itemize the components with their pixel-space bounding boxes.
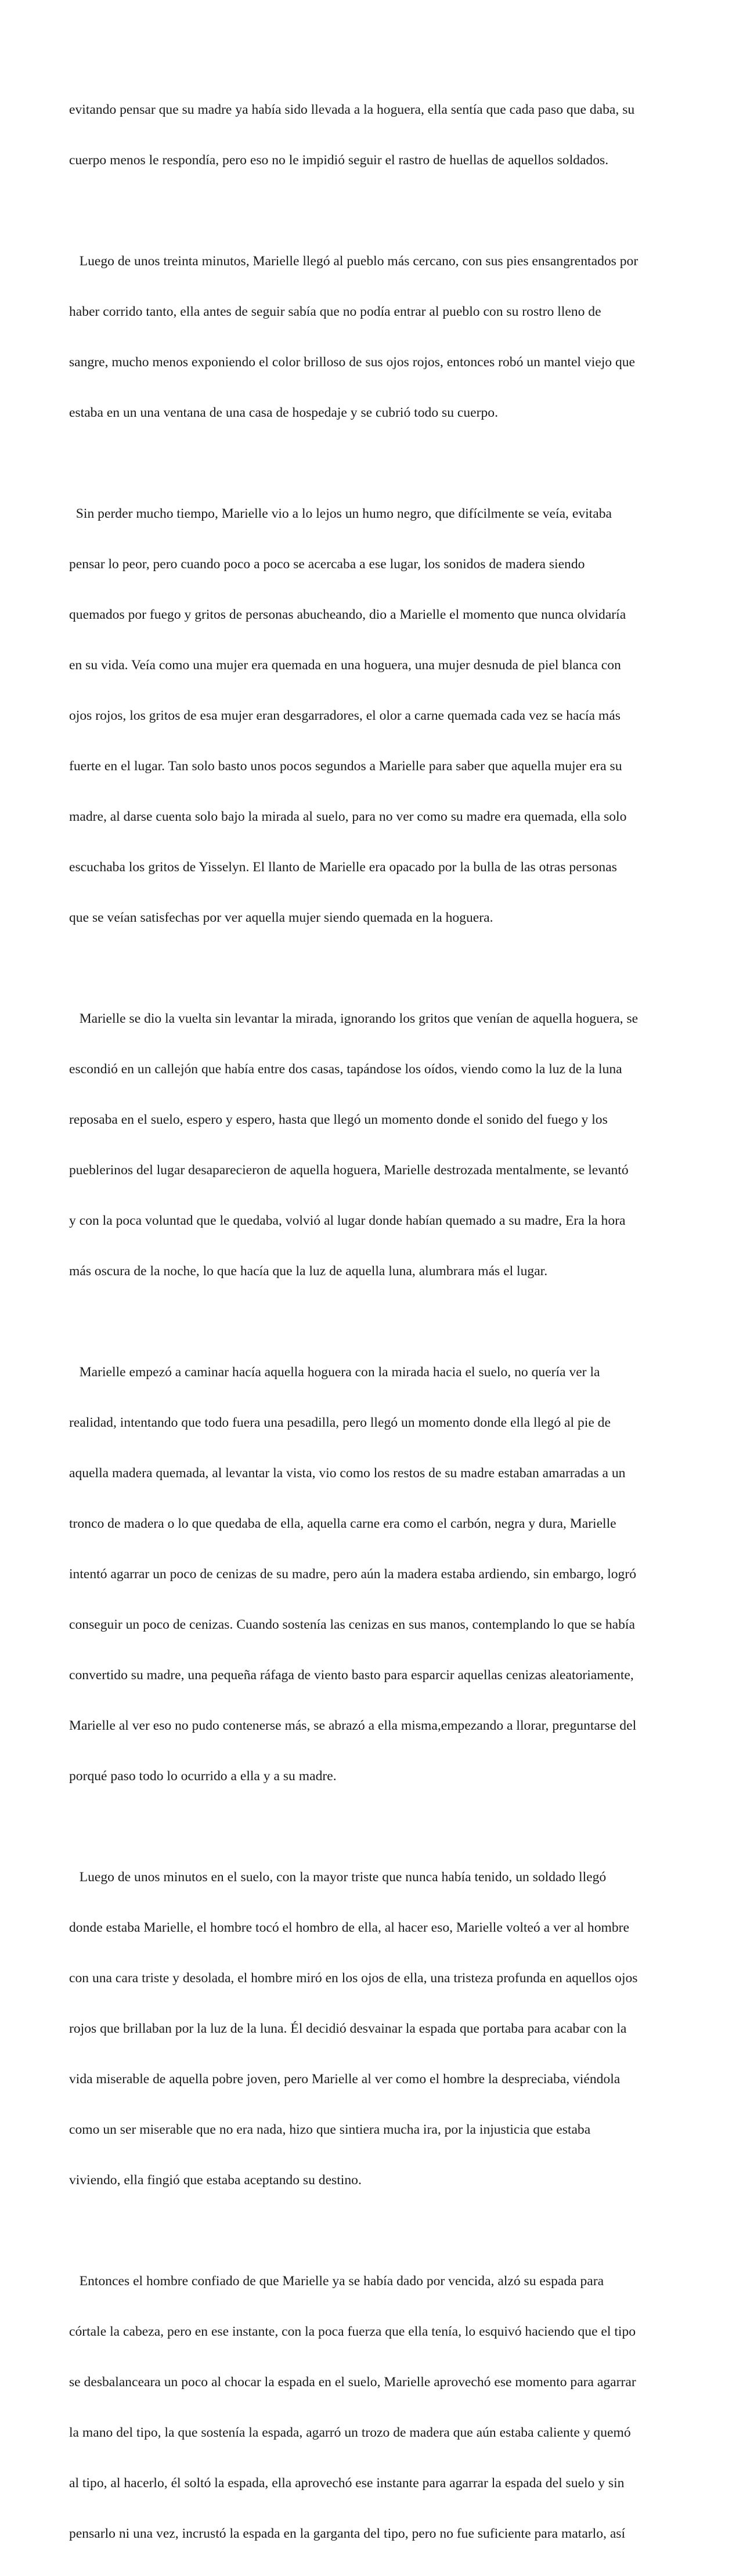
text-line: pensar lo peor, pero cuando poco a poco se acercaba a ese lugar, los sonidos de madera siendo xyxy=(69,557,585,572)
text-line: sangre, mucho menos exponiendo el color brilloso de sus ojos rojos, entonces robó un mantel viejo que xyxy=(69,355,636,370)
text-line: fuerte en el lugar. Tan solo basto unos pocos segundos a Marielle para saber que aquella mujer era su xyxy=(69,759,622,774)
paragraph-7 xyxy=(69,2239,679,2576)
text-line: escuchaba los gritos de Yisselyn. El llanto de Marielle era opacado por la bulla de las otras personas xyxy=(69,860,617,875)
text-line: reposaba en el suelo, espero y espero, hasta que llegó un momento donde el sonido del fuego y los xyxy=(69,1112,608,1127)
paragraph-3 xyxy=(69,472,679,960)
text-line: como un ser miserable que no era nada, hizo que sintiera mucha ira, por la injusticia que estaba xyxy=(69,2122,591,2137)
text-line: rojos que brillaban por la luz de la luna. Él decidió desvainar la espada que portaba para acabar con la xyxy=(69,2021,627,2036)
text-line: córtale la cabeza, pero en ese instante, con la poca fuerza que ella tenía, lo esquivó haciendo que el tipo xyxy=(69,2324,636,2339)
paragraph-2 xyxy=(69,219,679,455)
text-line: ojos rojos, los gritos de esa mujer eran desgarradores, el olor a carne quemada cada vez se hacía más xyxy=(69,708,621,723)
text-line: la mano del tipo, la que sostenía la espada, agarró un trozo de madera que aún estaba caliente y quemó xyxy=(69,2425,631,2440)
text-line: viviendo, ella fingió que estaba aceptando su destino. xyxy=(69,2173,362,2188)
text-line: en su vida. Veía como una mujer era quemada en una hoguera, una mujer desnuda de piel blanca con xyxy=(69,658,621,673)
text-line: quemados por fuego y gritos de personas abucheando, dio a Marielle el momento que nunca olvidaría xyxy=(69,607,626,622)
text-line: pensarlo ni una vez, incrustó la espada en la garganta del tipo, pero no fue suficiente para matarlo, así xyxy=(69,2526,626,2541)
text-line: haber corrido tanto, ella antes de seguir sabía que no podía entrar al pueblo con su rostro lleno de xyxy=(69,304,601,319)
text-line: escondió en un callejón que había entre dos casas, tapándose los oídos, viendo como la luz de la luna xyxy=(69,1062,622,1077)
text-line: Entonces el hombre confiado de que Marielle ya se había dado por vencida, alzó su espada para xyxy=(69,2274,604,2289)
text-line: Luego de unos minutos en el suelo, con la mayor triste que nunca había tenido, un soldado llegó xyxy=(69,1870,607,1885)
document-page xyxy=(69,68,679,2576)
text-line: cuerpo menos le respondía, pero eso no le impidió seguir el rastro de huellas de aquellos soldados. xyxy=(69,153,609,168)
text-line: con una cara triste y desolada, el hombre miró en los ojos de ella, una tristeza profunda en aquellos ojos xyxy=(69,1971,638,1986)
paragraph-6 xyxy=(69,1835,679,2223)
paragraph-4 xyxy=(69,977,679,1314)
text-line: aquella madera quemada, al levantar la vista, vio como los restos de su madre estaban amarradas a un xyxy=(69,1466,626,1481)
paragraph-1 xyxy=(69,68,679,203)
text-line: tronco de madera o lo que quedaba de ella, aquella carne era como el carbón, negra y dura, Marielle xyxy=(69,1516,616,1531)
text-line: pueblerinos del lugar desaparecieron de aquella hoguera, Marielle destrozada mentalmente, se levantó xyxy=(69,1163,629,1178)
text-line: realidad, intentando que todo fuera una pesadilla, pero llegó un momento donde ella llegó al pie de xyxy=(69,1415,611,1430)
text-line: evitando pensar que su madre ya había sido llevada a la hoguera, ella sentía que cada paso que daba, su xyxy=(69,102,635,117)
text-line: Marielle se dio la vuelta sin levantar la mirada, ignorando los gritos que venían de aquella hoguera, se xyxy=(69,1011,639,1026)
text-line: más oscura de la noche, lo que hacía que la luz de aquella luna, alumbrara más el lugar. xyxy=(69,1264,548,1279)
paragraph-5 xyxy=(69,1330,679,1819)
text-line: convertido su madre, una pequeña ráfaga de viento basto para esparcir aquellas cenizas aleatoriamente, xyxy=(69,1668,634,1683)
text-line: al tipo, al hacerlo, él soltó la espada, ella aprovechó ese instante para agarrar la espada del suelo y sin xyxy=(69,2476,625,2491)
text-line: donde estaba Marielle, el hombre tocó el hombro de ella, al hacer eso, Marielle volteó a ver al hombre xyxy=(69,1920,629,1935)
text-line: Sin perder mucho tiempo, Marielle vio a lo lejos un humo negro, que difícilmente se veía, evitaba xyxy=(69,506,612,521)
text-line: que se veían satisfechas por ver aquella mujer siendo quemada en la hoguera. xyxy=(69,910,493,925)
text-line: y con la poca voluntad que le quedaba, volvió al lugar donde habían quemado a su madre, Era la hora xyxy=(69,1213,626,1228)
text-line: Marielle al ver eso no pudo contenerse más, se abrazó a ella misma,empezando a llorar, preguntarse del xyxy=(69,1718,637,1733)
text-line: Luego de unos treinta minutos, Marielle llegó al pueblo más cercano, con sus pies ensangrentados por xyxy=(69,254,639,269)
text-line: conseguir un poco de cenizas. Cuando sostenía las cenizas en sus manos, contemplando lo que se había xyxy=(69,1617,635,1632)
text-line: Marielle empezó a caminar hacía aquella hoguera con la mirada hacia el suelo, no quería ver la xyxy=(69,1365,600,1380)
text-line: intentó agarrar un poco de cenizas de su madre, pero aún la madera estaba ardiendo, sin embargo, logró xyxy=(69,1567,637,1582)
text-line: vida miserable de aquella pobre joven, pero Marielle al ver como el hombre la despreciaba, viéndola xyxy=(69,2072,621,2087)
text-line: madre, al darse cuenta solo bajo la mirada al suelo, para no ver como su madre era quemada, ella solo xyxy=(69,809,627,824)
text-line: se desbalanceara un poco al chocar la espada en el suelo, Marielle aprovechó ese momento para agarrar xyxy=(69,2375,636,2390)
text-line: estaba en un una ventana de una casa de hospedaje y se cubrió todo su cuerpo. xyxy=(69,405,498,420)
text-line: porqué paso todo lo ocurrido a ella y a su madre. xyxy=(69,1769,337,1784)
